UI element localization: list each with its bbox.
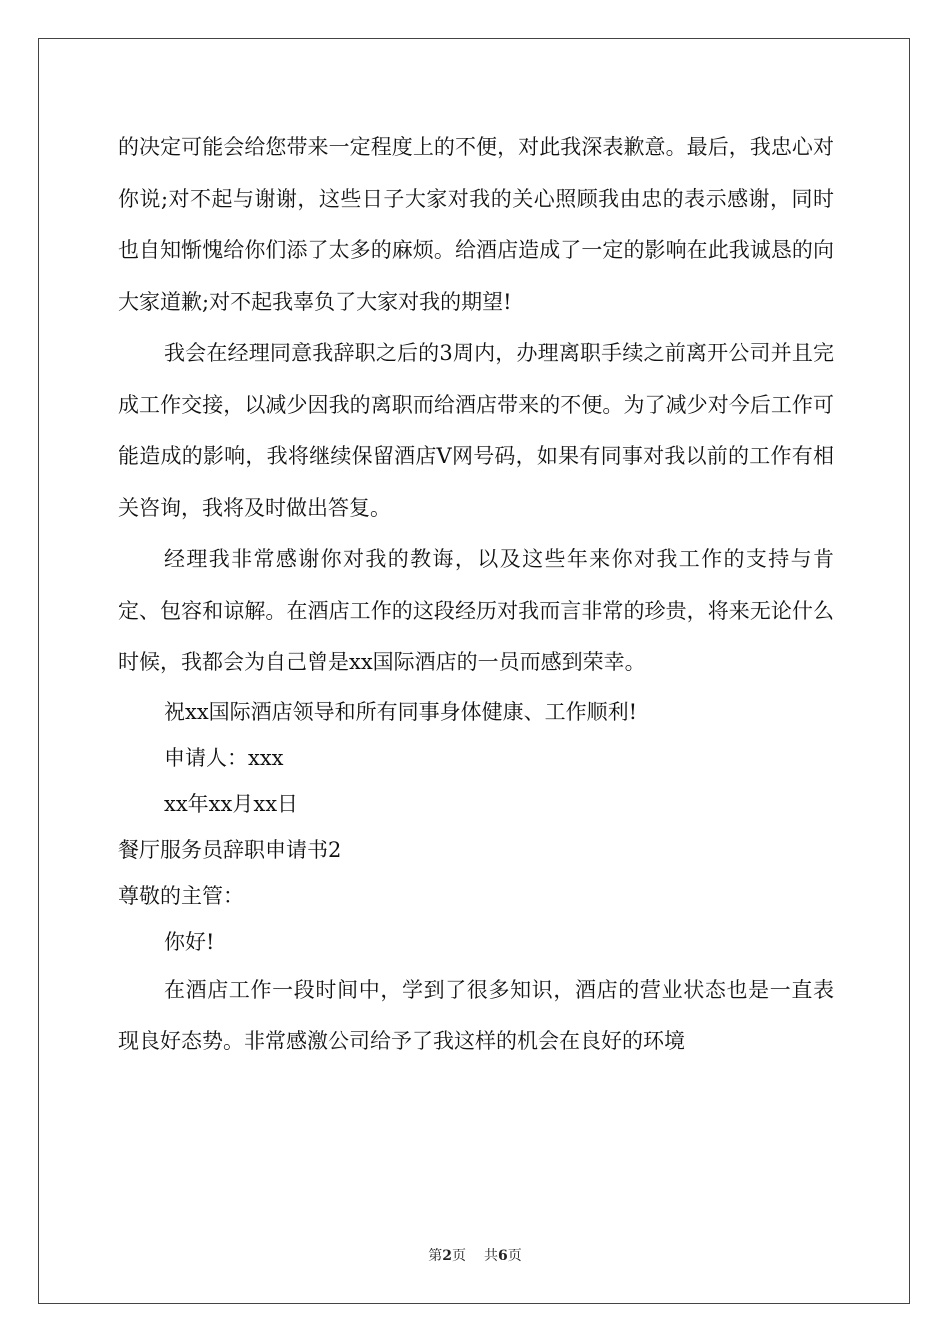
total-prefix: 共 bbox=[484, 1248, 498, 1264]
salutation: 尊敬的主管： bbox=[118, 883, 244, 908]
document-body bbox=[118, 122, 834, 1068]
greeting: 你好! bbox=[164, 929, 215, 954]
applicant-line: 申请人：xxx bbox=[164, 745, 284, 770]
paragraph-wishes: 祝xx国际酒店领导和所有同事身体健康、工作顺利! bbox=[164, 699, 638, 724]
page-prefix: 第 bbox=[428, 1248, 443, 1264]
section-heading: 餐厅服务员辞职申请书2 bbox=[118, 837, 342, 862]
page-footer bbox=[0, 1245, 950, 1265]
total-page-number: 6 bbox=[498, 1248, 508, 1264]
paragraph-closing-apology: 的决定可能会给您带来一定程度上的不便，对此我深表歉意。最后，我忠心对你说;对不起与谢谢，这些日子大家对我的关心照顾我由忠的表示感谢，同时也自知惭愧给你们添了太多的麻烦。给酒店造成了一定的影响在此我诚恳的向大家道歉;对不起我辜负了大家对我的期望! bbox=[118, 135, 834, 314]
paragraph-gratitude: 经理我非常感谢你对我的教诲，以及这些年来你对我工作的支持与肯定、包容和谅解。在酒店工作的这段经历对我而言非常的珍贵，将来无论什么时候，我都会为自己曾是xx国际酒店的一员而感到荣幸。 bbox=[118, 547, 834, 674]
current-page-number: 2 bbox=[442, 1248, 452, 1264]
date-line: xx年xx月xx日 bbox=[164, 791, 299, 816]
total-suffix: 页 bbox=[507, 1248, 522, 1264]
paragraph-letter-opening: 在酒店工作一段时间中，学到了很多知识，酒店的营业状态也是一直表现良好态势。非常感激公司给予了我这样的机会在良好的环境 bbox=[118, 977, 834, 1053]
paragraph-handover-plan: 我会在经理同意我辞职之后的3周内，办理离职手续之前离开公司并且完成工作交接，以减少因我的离职而给酒店带来的不便。为了减少对今后工作可能造成的影响，我将继续保留酒店V网号码，如果有同事对我以前的工作有相关咨询，我将及时做出答复。 bbox=[118, 341, 834, 520]
page-suffix: 页 bbox=[452, 1248, 466, 1264]
